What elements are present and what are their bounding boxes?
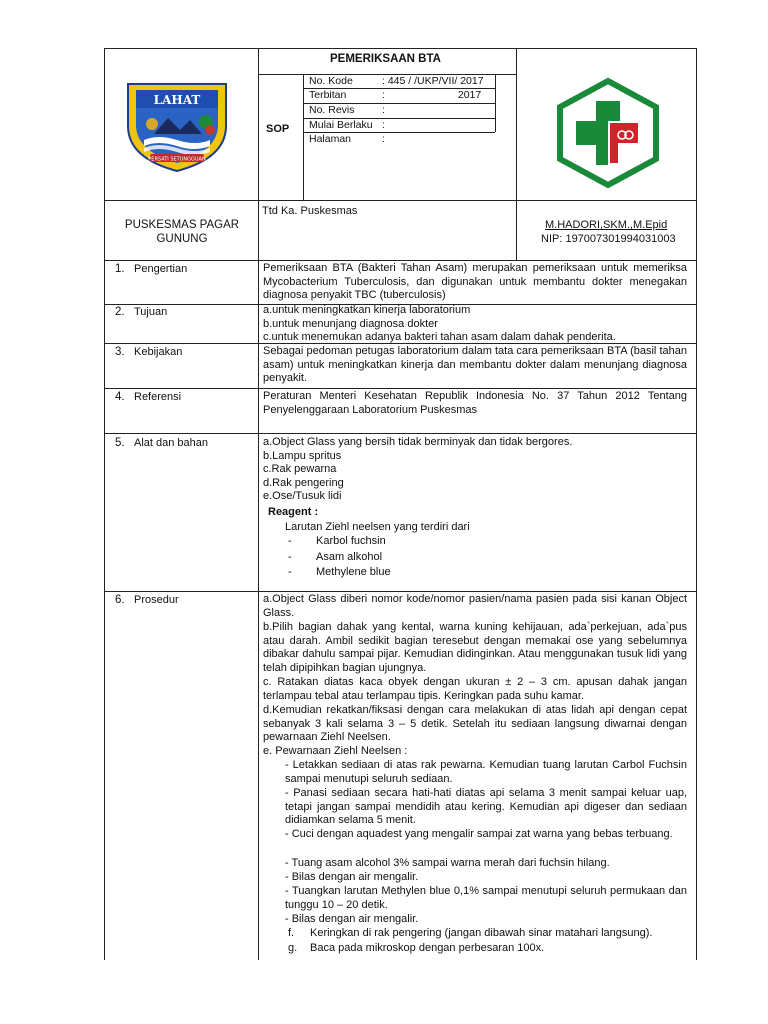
row-number: 5.: [115, 437, 125, 449]
svg-text:LAHAT: LAHAT: [153, 93, 201, 107]
field-no-kode: No. Kode : 445 / /UKP/VII/ 2017: [309, 75, 484, 87]
alat-list: [263, 436, 572, 504]
prosedur-step-e6: - Tuangkan larutan Methylen blue 0,1% sampai menutupi seluruh permukaan dan tunggu 10 – 20 detik.: [285, 885, 687, 911]
row-label-tujuan: Tujuan: [134, 306, 168, 318]
body-col-divider: [258, 260, 259, 960]
prosedur-step-e: e. Pewarnaan Ziehl Neelsen :: [263, 745, 408, 757]
col-divider-1: [258, 48, 259, 260]
list-item: d.Rak pengering: [263, 476, 344, 489]
reagent-list: [288, 535, 391, 580]
prosedur-step-e7: - Bilas dengan air mengalir.: [285, 913, 419, 925]
list-item: b.Lampu spritus: [263, 449, 342, 462]
field-no-revis: No. Revis :: [309, 104, 385, 116]
prosedur-step-e4: - Tuang asam alcohol 3% sampai warna merah dari fuchsin hilang.: [285, 857, 610, 869]
pengertian-text: Pemeriksaan BTA (Bakteri Tahan Asam) merupakan pemeriksaan untuk memeriksa Mycobacterium Tuberculosis, dan digunakan untuk membantu dokter menegakan diagnosa penyakit TBC (tuberculosis): [263, 262, 687, 301]
field-halaman: Halaman :: [309, 133, 385, 145]
list-item: - Methylene blue: [288, 566, 391, 578]
lahat-crest-logo: [124, 78, 230, 174]
tujuan-list: [263, 304, 616, 345]
signer-name: M.HADORI,SKM.,M.Epid: [545, 219, 668, 231]
sign-bottom: [104, 260, 697, 261]
prosedur-step-a: a.Object Glass diberi nomor kode/nomor pasien/nama pasien pada sisi kanan Object Glass.: [263, 593, 687, 619]
svg-text:PERSATI SETUNGGUAN: PERSATI SETUNGGUAN: [148, 156, 206, 163]
prosedur-step-b: b.Pilih bagian dahak yang kental, warna kuning kehijauan, ada`perkejuan, ada`pus atau darah. Ambil sedikit bagian teresebut dengan memakai ose yang sebelumnya dibakar dahulu sampai pijar. Kemudian didinginkan. Atau menggunakan tusuk lidi yang telah dipipihkan bagian ujungnya.: [263, 621, 687, 674]
row-number: 2.: [115, 306, 125, 318]
prosedur-step-d: d.Kemudian rekatkan/fiksasi dengan cara melakukan di atas lidah api dengan cepat sebanyak 3 kali selama 3 – 5 detik. Setelah itu sediaan langsung diwarnai dengan pewarnaan Ziehl Neelsen.: [263, 704, 687, 743]
col-divider-2: [516, 48, 517, 260]
sop-divider: [303, 74, 304, 200]
ttd-label: Ttd Ka. Puskesmas: [262, 205, 358, 217]
row-number: 4.: [115, 391, 125, 403]
row-number: 1.: [115, 263, 125, 275]
list-item: c.Rak pewarna: [263, 463, 337, 475]
prosedur-step-c: c. Ratakan diatas kaca obyek dengan ukuran ± 2 – 3 cm. apusan dahak jangan terlampau tebal atau terlampau tipis. Keringkan pada suhu kamar.: [263, 676, 687, 702]
field-mulai-berlaku: Mulai Berlaku :: [309, 119, 385, 131]
list-item: e.Ose/Tusuk lidi: [263, 490, 342, 502]
row-number: 6.: [115, 594, 125, 606]
list-item: b.untuk menunjang diagnosa dokter: [263, 317, 438, 330]
row-line-5: [104, 591, 697, 592]
row-line-4: [104, 433, 697, 434]
sop-label: SOP: [266, 123, 290, 135]
prosedur-step-e2: - Panasi sediaan secara hati-hati diatas api selama 3 menit sampai keluar uap, tetapi jangan sampai mendidih atau kering. Kemudian api digeser dan sediaan didiamkan selama 5 menit.: [285, 787, 687, 826]
table-border-top: [104, 48, 697, 49]
prosedur-step-e3: - Cuci dengan aquadest yang mengalir sampai zat warna yang bebas terbuang.: [285, 828, 673, 840]
prosedur-step-e1: - Letakkan sediaan di atas rak pewarna. Kemudian tuang larutan Carbol Fuchsin sampai menutupi seluruh sediaan.: [285, 759, 687, 785]
row-label-kebijakan: Kebijakan: [134, 346, 183, 358]
reagent-title: Reagent :: [268, 506, 319, 518]
prosedur-step-f: f. Keringkan di rak pengering (jangan dibawah sinar matahari langsung).: [288, 927, 653, 939]
document-title: PEMERIKSAAN BTA: [330, 53, 441, 65]
table-border-left: [104, 48, 105, 960]
table-border-right: [696, 48, 697, 960]
signer-nip: NIP: 197007301994031003: [541, 233, 676, 245]
row-label-referensi: Referensi: [134, 391, 182, 403]
row-label-prosedur: Prosedur: [134, 594, 179, 606]
row-line-3: [104, 388, 697, 389]
list-item: a.Object Glass yang bersih tidak berminyak dan tidak bergores.: [263, 436, 573, 448]
list-item: c.untuk menemukan adanya bakteri tahan asam dalam dahak penderita.: [263, 331, 616, 343]
reagent-intro: Larutan Ziehl neelsen yang terdiri dari: [285, 521, 470, 533]
row-number: 3.: [115, 346, 125, 358]
puskesmas-logo: [552, 77, 664, 189]
prosedur-step-g: g. Baca pada mikroskop dengan perbesaran 100x.: [288, 942, 545, 954]
row-label-pengertian: Pengertian: [134, 263, 188, 275]
list-item: - Asam alkohol: [288, 550, 383, 563]
prosedur-step-e5: - Bilas dengan air mengalir.: [285, 871, 419, 883]
kebijakan-text: Sebagai pedoman petugas laboratorium dalam tata cara pemeriksaan BTA (basil tahan asam) untuk meningkatkan kinerja dan membantu dokter dalam menunjang diagnosa penyakit.: [263, 345, 687, 384]
list-item: - Karbol fuchsin: [288, 535, 386, 547]
header-bottom: [104, 200, 697, 201]
row-label-alat: Alat dan bahan: [134, 437, 209, 449]
referensi-text: Peraturan Menteri Kesehatan Republik Indonesia No. 37 Tahun 2012 Tentang Penyelenggaraan Laboratorium Puskesmas: [263, 390, 687, 416]
field-terbitan: Terbitan : 2017: [309, 89, 482, 101]
puskesmas-name: PUSKESMAS PAGAR GUNUNG: [124, 219, 240, 245]
list-item: a.untuk meningkatkan kinerja laboratorium: [263, 304, 471, 316]
